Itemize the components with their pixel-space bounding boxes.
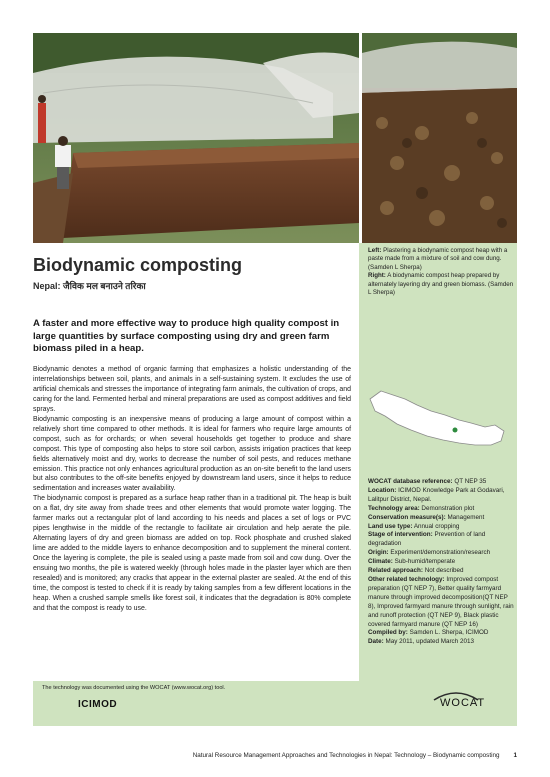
meta-item: Location: ICIMOD Knowledge Park at Godavari, Lalitpur District, Nepal. <box>368 486 505 503</box>
page-number: 1 <box>513 752 517 759</box>
meta-item: Compiled by: Samden L. Sherpa, ICIMOD <box>368 629 489 637</box>
footer-text: Natural Resource Management Approaches and Technologies in Nepal: Technology – Biodynamic composting <box>192 752 500 759</box>
caption-right-text: A biodynamic compost heap prepared by alternately layering dry and green biomass. (Samden L Sherpa) <box>368 272 514 297</box>
page-subtitle: Nepal: जैविक मल बनाउने तरिका <box>33 281 146 291</box>
caption-right-label: Right: <box>368 272 386 280</box>
compost-plastering-photo <box>33 33 359 243</box>
metadata-list <box>368 478 514 647</box>
caption-left-text: Plastering a biodynamic compost heap with a paste made from a mixture of soil and cow dung. (Samden L Sherpa) <box>368 247 508 271</box>
meta-item: Climate: Sub-humid/temperate <box>368 558 456 566</box>
photo-captions <box>368 247 514 297</box>
location-marker-icon <box>453 428 458 433</box>
body-paragraph: Biodynamic composting is an inexpensive means of producing a large amount of compost within a relatively short time compared to other methods. It is ideal for farmers who require large amounts of compost, such as for orchards; or when several households get together to produce and share compost. This type of composting also helps to store soil carbon, assists irrigation practices that keep fields alternatively moist and dry, works to decrease the number of soil pests, and reduces methane emission. This practice not only enhances agricultural production as an on-site benefit to the land users but also contributes to the off-site benefits enjoyed by downstream land users, since it helps to reduce sedimentation and increases water availability. <box>33 415 351 493</box>
wocat-logo: WOCAT <box>440 697 486 709</box>
nepal-location-map <box>367 385 507 455</box>
meta-item: Land use type: Annual cropping <box>368 522 460 530</box>
meta-item: Related approach: Not described <box>368 567 464 575</box>
meta-item: Technology area: Demonstration plot <box>368 504 475 512</box>
meta-item: Stage of intervention: Prevention of land degradation <box>368 531 486 548</box>
meta-item: Date: May 2011, updated March 2013 <box>368 638 474 646</box>
page-footer <box>193 752 517 759</box>
lead-paragraph: A faster and more effective way to produce high quality compost in large quantities by surface composting using dry and green farm biomass piled in a heap. <box>33 318 340 354</box>
body-text <box>33 365 351 614</box>
meta-item: Other related technology: Improved compost preparation (QT NEP 7), Better quality farmyard manure through improved decomposition(QT NEP 8), Improved farmyard manure through sunlight, rain and runoff protection (QT NEP 9), Black plastic covered farmyard manure (QT NEP 16) <box>368 575 514 628</box>
body-paragraph: The biodynamic compost is prepared as a surface heap rather than in a traditional pit. The heap is built on a flat, dry site away from shade trees and other elements that would promote water logging. The farmer marks out a rectangular plot of land according to his needs and places a set of logs or PVC pipes lengthwise in the middle of the rectangle to facilitate air circulation and help aerate the pile. Alternating layers of dry and green biomass are added on top. Rock phosphate and crushed slaked lime are added to the middle layers to enhance decomposition and to supplement the mineral content. Once the layering is complete, the pile is sealed using a paste made from soil and cow dung. Over the ensuing two months, the pile is watered weekly (through holes made in the plaster layer which are then resealed) and is monitored; any cracks that appear in the external plaster are sealed. At the end of this time, the compost is tested to check if it is ready by taking samples from a few different locations in the heap. When a crushed sample smells like forest soil, it indicates that the degradation is 80% complete and that the compost is ready to use. <box>33 495 351 612</box>
caption-left-label: Left: <box>368 247 382 254</box>
compost-heap-photo <box>362 33 517 243</box>
icimod-logo: ICIMOD <box>78 699 118 710</box>
meta-item: Origin: Experiment/demonstration/research <box>368 549 491 557</box>
body-paragraph: Biodynamic denotes a method of organic farming that emphasizes a holistic understanding of the interrelationships between soil, plants, and animals in a self-sustaining system. It excludes the use of artificial chemicals and stresses the importance of integrating farm animals, the cultivation of crops, and caring for the land. Fermented herbal and mineral preparations are used as compost additives and field sprays. <box>33 366 351 413</box>
meta-item: Conservation measure(s): Management <box>368 513 485 521</box>
documentation-note: The technology was documented using the WOCAT (www.wocat.org) tool. <box>42 685 226 691</box>
meta-item: WOCAT database reference: QT NEP 35 <box>368 478 487 485</box>
page-title: Biodynamic composting <box>33 255 243 275</box>
